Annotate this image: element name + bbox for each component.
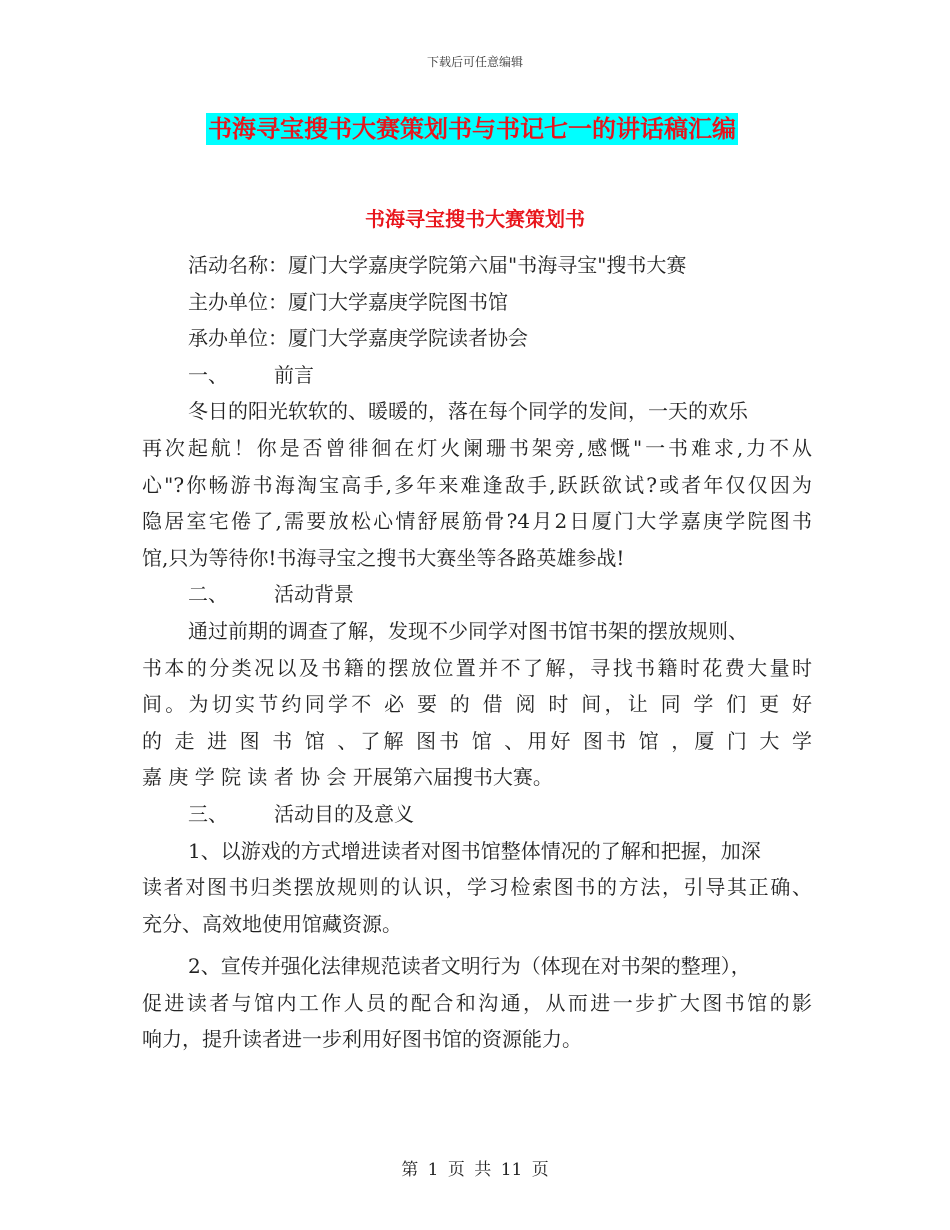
section-number: 二、 [188, 582, 228, 607]
paragraph-line: 读者对图书归类摆放规则的认识，学习检索图书的方法，引导其正确、 [142, 875, 812, 900]
paragraph-line: 心"?你畅游书海淘宝高手,多年来难逢敌手,跃跃欲试?或者年仅仅因为 [142, 472, 812, 497]
organizer: 主办单位：厦门大学嘉庚学院图书馆 [188, 289, 508, 314]
section-number: 一、 [188, 362, 228, 387]
paragraph-line: 1、以游戏的方式增进读者对图书馆整体情况的了解和把握，加深 [188, 838, 761, 863]
paragraph-line: 2、宣传并强化法律规范读者文明行为（体现在对书架的整理）， [188, 954, 751, 979]
section-heading-text: 活动背景 [274, 582, 354, 607]
page-footer: 第 1 页 共 11 页 [401, 1160, 549, 1180]
paragraph-line: 再次起航！你是否曾徘徊在灯火阑珊书架旁,感慨"一书难求,力不从 [142, 435, 812, 460]
paragraph-line: 馆,只为等待你!书海寻宝之搜书大赛坐等各路英雄参战! [142, 545, 625, 570]
paragraph-line: 隐居室宅倦了,需要放松心情舒展筋骨?4月2日厦门大学嘉庚学院图书 [142, 509, 812, 534]
activity-name: 活动名称：厦门大学嘉庚学院第六届"书海寻宝"搜书大赛 [188, 253, 687, 277]
section-heading-text: 活动目的及意义 [274, 801, 414, 826]
paragraph-line: 促进读者与馆内工作人员的配合和沟通，从而进一步扩大图书馆的影 [142, 990, 812, 1015]
section-heading [142, 796, 812, 833]
section-title: 书海寻宝搜书大赛策划书 [365, 207, 585, 231]
paragraph-line: 的 走 进 图 书 馆 、了解 图书 馆 、用好 图书 馆 ，厦 门 大 学 [142, 728, 812, 753]
paragraph-line: 充分、高效地使用馆藏资源。 [142, 911, 402, 936]
co-organizer: 承办单位：厦门大学嘉庚学院读者协会 [188, 326, 528, 351]
document-title: 书海寻宝搜书大赛策划书与书记七一的讲话稿汇编 [208, 115, 736, 143]
header-note: 下载后可任意编辑 [426, 55, 523, 69]
paragraph-line: 书本的分类况以及书籍的摆放位置并不了解，寻找书籍时花费大量时 [142, 655, 812, 680]
paragraph-line: 响力，提升读者进一步利用好图书馆的资源能力。 [142, 1027, 582, 1052]
paragraph-line: 间。为切实节约同学不 必 要 的 借 阅 时 间，让 同 学 们 更 好 [142, 692, 812, 717]
paragraph-line: 冬日的阳光软软的、暖暖的，落在每个同学的发间，一天的欢乐 [188, 399, 748, 424]
section-heading-text: 前言 [274, 362, 314, 387]
paragraph-line: 通过前期的调查了解，发现不少同学对图书馆书架的摆放规则、 [188, 618, 748, 643]
section-heading [142, 357, 812, 394]
paragraph-line: 嘉 庚 学 院 读 者 协 会 开展第六届搜书大赛。 [142, 765, 553, 790]
section-number: 三、 [188, 801, 228, 826]
document-body [142, 247, 812, 1058]
section-heading [142, 576, 812, 613]
